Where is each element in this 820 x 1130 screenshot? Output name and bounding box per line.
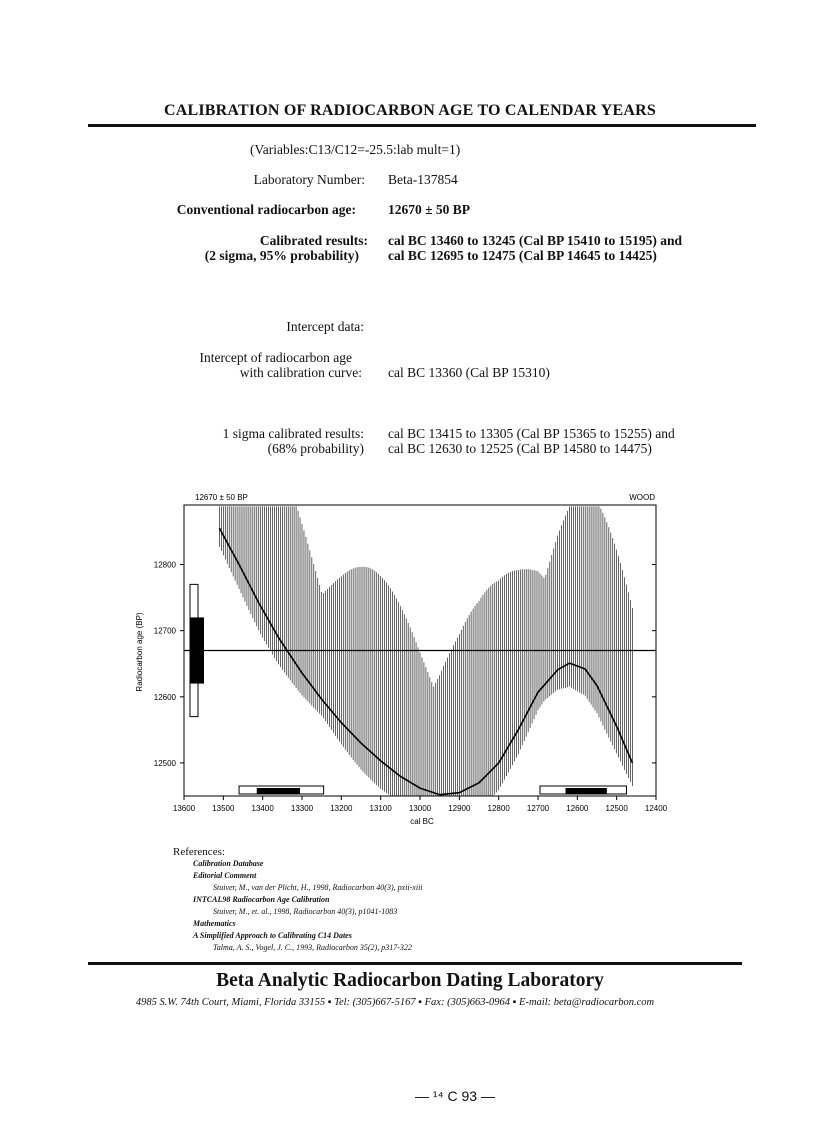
- reference-citation: Stuiver, M., van der Plicht, H., 1998, Radiocarbon 40(3), pxii-xiii: [213, 883, 423, 892]
- calibrated-sigma-label: (2 sigma, 95% probability): [204, 248, 359, 263]
- reference-title: INTCAL98 Radiocarbon Age Calibration: [193, 895, 330, 904]
- reference-title: A Simplified Approach to Calibrating C14 Dates: [193, 931, 352, 940]
- intercept-label-1: Intercept of radiocarbon age: [199, 350, 352, 365]
- page-title: CALIBRATION OF RADIOCARBON AGE TO CALENDAR YEARS: [163, 102, 657, 119]
- x-tick-label: 12900: [448, 804, 471, 813]
- references-heading: References:: [173, 846, 225, 858]
- y-tick-label: 12500: [153, 758, 176, 768]
- calibration-chart: [120, 488, 680, 838]
- lab-number-label: Laboratory Number:: [253, 172, 365, 187]
- references: [173, 846, 423, 954]
- y-tick-label: 12800: [153, 560, 176, 570]
- lab-name: Beta Analytic Radiocarbon Dating Laboratory: [216, 970, 604, 991]
- footer-rule: [88, 962, 742, 965]
- one-sigma-label-1: 1 sigma calibrated results:: [222, 426, 364, 441]
- reference-title: Mathematics: [193, 919, 236, 928]
- header-rule: [88, 124, 756, 127]
- variables-line: (Variables:C13/C12=-25.5:lab mult=1): [250, 142, 461, 157]
- x-tick-label: 12500: [605, 804, 628, 813]
- x-tick-label: 13500: [212, 804, 235, 813]
- chart-top-right-label: WOOD: [629, 493, 655, 502]
- page-number: — ¹⁴ C 93 —: [415, 1088, 495, 1104]
- chart-y-axis-label: Radiocarbon age (BP): [135, 612, 144, 692]
- one-sigma-age-box: [190, 617, 204, 683]
- x-tick-label: 12400: [644, 804, 668, 813]
- calibrated-value-2: cal BC 12695 to 12475 (Cal BP 14645 to 14425): [388, 248, 657, 263]
- chart-top-left-label: 12670 ± 50 BP: [195, 493, 248, 502]
- x-tick-label: 13300: [290, 804, 314, 813]
- lab-number-value: Beta-137854: [388, 172, 458, 187]
- x-tick-label: 13100: [369, 804, 392, 813]
- calibrated-label: Calibrated results:: [259, 233, 368, 248]
- x-tick-label: 12800: [487, 804, 510, 813]
- one-sigma-value-1: cal BC 13415 to 13305 (Cal BP 15365 to 15255) and: [388, 426, 675, 441]
- conventional-age-value: 12670 ± 50 BP: [388, 202, 471, 217]
- chart-x-axis-label: cal BC: [410, 817, 434, 826]
- y-tick-label: 12700: [153, 626, 176, 636]
- lab-address: 4985 S.W. 74th Court, Miami, Florida 33155 ▪ Tel: (305)667-5167 ▪ Fax: (305)663-0964 ▪ E-mail: beta@radiocarbon.com: [135, 997, 655, 1008]
- one-sigma-range-bar: [566, 788, 607, 794]
- conventional-age-label: Conventional radiocarbon age:: [176, 202, 356, 217]
- reference-title: Calibration Database: [193, 859, 264, 868]
- intercept-heading: Intercept data:: [286, 319, 364, 334]
- calibrated-value-1: cal BC 13460 to 13245 (Cal BP 15410 to 15195) and: [388, 233, 683, 248]
- x-tick-label: 13200: [330, 804, 353, 813]
- x-tick-label: 12700: [526, 804, 550, 813]
- one-sigma-label-2: (68% probability): [267, 441, 364, 456]
- reference-citation: Stuiver, M., et. al., 1998, Radiocarbon 40(3), p1041-1083: [213, 907, 398, 916]
- x-tick-label: 13400: [251, 804, 274, 813]
- reference-citation: Talma, A. S., Vogel, J. C., 1993, Radiocarbon 35(2), p317-322: [213, 943, 412, 952]
- x-tick-label: 13000: [408, 804, 432, 813]
- intercept-value: cal BC 13360 (Cal BP 15310): [388, 365, 550, 380]
- reference-title: Editorial Comment: [193, 871, 257, 880]
- intercept-label-2: with calibration curve:: [239, 365, 362, 380]
- one-sigma-range-bar: [257, 788, 300, 794]
- x-tick-label: 13600: [172, 804, 196, 813]
- one-sigma-value-2: cal BC 12630 to 12525 (Cal BP 14580 to 14475): [388, 441, 652, 456]
- x-tick-label: 12600: [566, 804, 589, 813]
- y-tick-label: 12600: [153, 692, 176, 702]
